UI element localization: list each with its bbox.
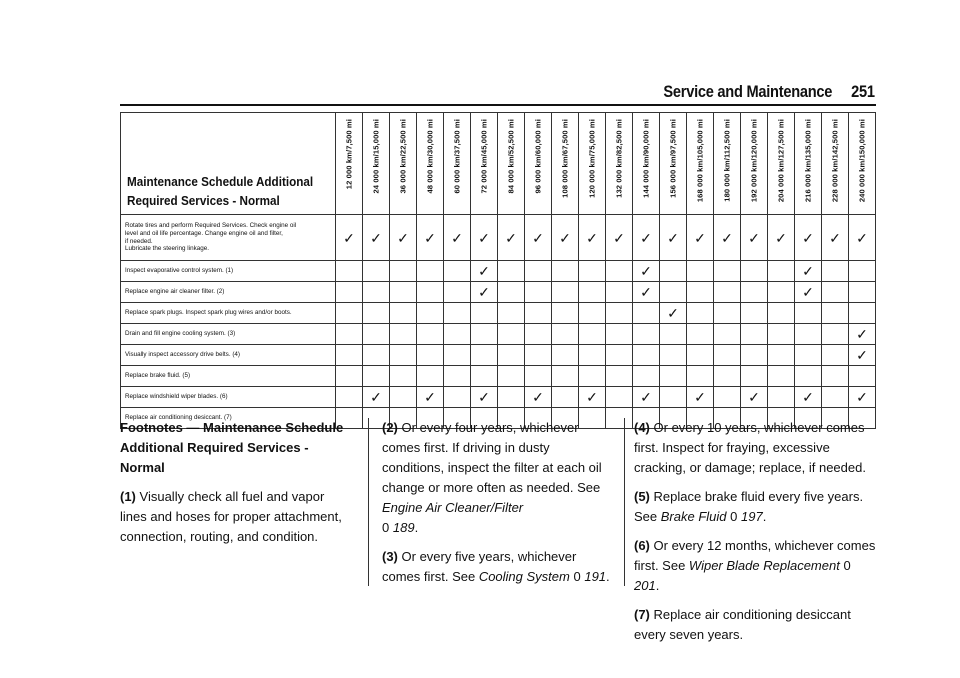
interval-label: 72 000 km/45,000 mi <box>479 119 489 194</box>
check-mark-icon: ✓ <box>849 345 876 366</box>
table-header-row <box>121 113 876 215</box>
empty-cell <box>687 261 714 282</box>
empty-cell <box>768 366 795 387</box>
table-title-line1: Maintenance Schedule Additional <box>127 174 314 189</box>
check-mark-icon: ✓ <box>417 215 444 261</box>
empty-cell <box>444 324 471 345</box>
empty-cell <box>687 324 714 345</box>
empty-cell <box>795 324 822 345</box>
table-row <box>121 387 876 408</box>
interval-header <box>633 113 660 215</box>
empty-cell <box>579 303 606 324</box>
empty-cell <box>579 345 606 366</box>
check-mark-icon: ✓ <box>660 215 687 261</box>
check-mark-icon: ✓ <box>498 215 525 261</box>
empty-cell <box>552 303 579 324</box>
interval-label: 48 000 km/30,000 mi <box>425 119 435 194</box>
interval-header <box>471 113 498 215</box>
empty-cell <box>525 324 552 345</box>
empty-cell <box>552 387 579 408</box>
table-title <box>121 113 336 215</box>
empty-cell <box>471 303 498 324</box>
empty-cell <box>687 282 714 303</box>
table-row <box>121 261 876 282</box>
interval-label: 36 000 km/22,500 mi <box>398 119 408 194</box>
empty-cell <box>471 324 498 345</box>
empty-cell <box>390 282 417 303</box>
empty-cell <box>822 345 849 366</box>
empty-cell <box>498 345 525 366</box>
empty-cell <box>660 366 687 387</box>
interval-header <box>768 113 795 215</box>
check-mark-icon: ✓ <box>633 387 660 408</box>
interval-header <box>606 113 633 215</box>
check-mark-icon: ✓ <box>822 215 849 261</box>
footnote-5: (5) Replace brake fluid every five years. See Brake Fluid 0 197. <box>634 489 864 524</box>
interval-header <box>498 113 525 215</box>
service-description: Visually inspect accessory drive belts. (4) <box>121 345 336 366</box>
interval-label: 108 000 km/67,500 mi <box>560 119 570 198</box>
empty-cell <box>390 324 417 345</box>
empty-cell <box>633 345 660 366</box>
empty-cell <box>444 282 471 303</box>
empty-cell <box>633 366 660 387</box>
check-mark-icon: ✓ <box>741 215 768 261</box>
empty-cell <box>768 345 795 366</box>
section-title: Service and Maintenance <box>663 82 833 101</box>
check-mark-icon: ✓ <box>444 215 471 261</box>
check-mark-icon: ✓ <box>606 215 633 261</box>
check-mark-icon: ✓ <box>525 387 552 408</box>
interval-header <box>741 113 768 215</box>
interval-label: 120 000 km/75,000 mi <box>587 119 597 198</box>
ref-link[interactable]: Cooling System <box>478 569 570 584</box>
empty-cell <box>714 345 741 366</box>
empty-cell <box>849 366 876 387</box>
empty-cell <box>417 366 444 387</box>
empty-cell <box>498 387 525 408</box>
column-divider <box>624 418 625 586</box>
empty-cell <box>579 366 606 387</box>
maintenance-schedule-table <box>120 112 876 429</box>
empty-cell <box>795 345 822 366</box>
interval-label: 96 000 km/60,000 mi <box>533 119 543 194</box>
empty-cell <box>390 366 417 387</box>
page-ref-icon: 0 <box>382 520 390 535</box>
interval-label: 12 000 km/7,500 mi <box>344 119 354 190</box>
empty-cell <box>606 324 633 345</box>
check-mark-icon: ✓ <box>849 215 876 261</box>
empty-cell <box>525 303 552 324</box>
check-mark-icon: ✓ <box>579 387 606 408</box>
empty-cell <box>525 345 552 366</box>
empty-cell <box>552 261 579 282</box>
check-mark-icon: ✓ <box>390 215 417 261</box>
footnote-3: (3) Or every five years, whichever comes first. See Cooling System 0 191. <box>382 549 610 584</box>
check-mark-icon: ✓ <box>633 215 660 261</box>
empty-cell <box>741 366 768 387</box>
empty-cell <box>363 324 390 345</box>
empty-cell <box>822 387 849 408</box>
empty-cell <box>390 387 417 408</box>
empty-cell <box>552 324 579 345</box>
footnote-4: (4) Or every 10 years, whichever comes first. Inspect for fraying, excessive cracking, or damage; replace, if needed. <box>634 420 866 475</box>
empty-cell <box>525 366 552 387</box>
empty-cell <box>579 324 606 345</box>
empty-cell <box>525 261 552 282</box>
service-description: Drain and fill engine cooling system. (3) <box>121 324 336 345</box>
empty-cell <box>552 366 579 387</box>
interval-header <box>795 113 822 215</box>
empty-cell <box>633 324 660 345</box>
interval-label: 240 000 km/150,000 mi <box>857 119 867 203</box>
check-mark-icon: ✓ <box>714 215 741 261</box>
empty-cell <box>822 303 849 324</box>
empty-cell <box>606 303 633 324</box>
empty-cell <box>552 282 579 303</box>
page-ref-icon: 0 <box>573 569 581 584</box>
empty-cell <box>444 387 471 408</box>
check-mark-icon: ✓ <box>687 387 714 408</box>
check-mark-icon: ✓ <box>768 215 795 261</box>
check-mark-icon: ✓ <box>795 387 822 408</box>
service-description: Replace brake fluid. (5) <box>121 366 336 387</box>
empty-cell <box>363 282 390 303</box>
page-header <box>664 82 875 102</box>
page-number: 251 <box>851 82 875 101</box>
footnotes-col-2 <box>382 418 610 596</box>
interval-label: 156 000 km/97,500 mi <box>668 119 678 198</box>
interval-header <box>363 113 390 215</box>
check-mark-icon: ✓ <box>471 387 498 408</box>
check-mark-icon: ✓ <box>633 261 660 282</box>
check-mark-icon: ✓ <box>363 215 390 261</box>
empty-cell <box>444 345 471 366</box>
service-description: Replace engine air cleaner filter. (2) <box>121 282 336 303</box>
empty-cell <box>498 282 525 303</box>
empty-cell <box>606 387 633 408</box>
empty-cell <box>525 282 552 303</box>
check-mark-icon: ✓ <box>552 215 579 261</box>
empty-cell <box>660 324 687 345</box>
empty-cell <box>417 324 444 345</box>
interval-label: 228 000 km/142,500 mi <box>830 119 840 203</box>
empty-cell <box>444 261 471 282</box>
empty-cell <box>714 387 741 408</box>
service-description: Replace windshield wiper blades. (6) <box>121 387 336 408</box>
empty-cell <box>498 366 525 387</box>
empty-cell <box>336 366 363 387</box>
check-mark-icon: ✓ <box>363 387 390 408</box>
interval-label: 204 000 km/127,500 mi <box>776 119 786 203</box>
check-mark-icon: ✓ <box>336 215 363 261</box>
interval-label: 60 000 km/37,500 mi <box>452 119 462 194</box>
table-row <box>121 366 876 387</box>
empty-cell <box>606 261 633 282</box>
check-mark-icon: ✓ <box>795 282 822 303</box>
ref-link[interactable]: Engine Air Cleaner/Filter <box>382 500 524 515</box>
interval-header <box>822 113 849 215</box>
page-ref-icon: 0 <box>730 509 738 524</box>
empty-cell <box>606 282 633 303</box>
check-mark-icon: ✓ <box>795 215 822 261</box>
empty-cell <box>660 282 687 303</box>
interval-header <box>714 113 741 215</box>
empty-cell <box>660 387 687 408</box>
empty-cell <box>606 345 633 366</box>
footnote-6: (6) Or every 12 months, whichever comes first. See Wiper Blade Replacement 0 201. <box>634 538 876 593</box>
interval-label: 24 000 km/15,000 mi <box>371 119 381 194</box>
check-mark-icon: ✓ <box>795 261 822 282</box>
empty-cell <box>714 282 741 303</box>
ref-link[interactable]: Brake Fluid <box>660 509 727 524</box>
empty-cell <box>444 366 471 387</box>
interval-header <box>579 113 606 215</box>
interval-label: 192 000 km/120,000 mi <box>749 119 759 203</box>
interval-header <box>525 113 552 215</box>
footnotes-col-1 <box>120 418 348 556</box>
interval-header <box>417 113 444 215</box>
empty-cell <box>687 366 714 387</box>
check-mark-icon: ✓ <box>849 387 876 408</box>
interval-label: 144 000 km/90,000 mi <box>641 119 651 198</box>
footnote-7: (7) Replace air conditioning desiccant every seven years. <box>634 607 851 642</box>
empty-cell <box>822 324 849 345</box>
empty-cell <box>849 282 876 303</box>
empty-cell <box>714 261 741 282</box>
empty-cell <box>768 324 795 345</box>
header-rule <box>120 104 876 106</box>
interval-header <box>390 113 417 215</box>
empty-cell <box>498 261 525 282</box>
interval-header <box>687 113 714 215</box>
empty-cell <box>849 303 876 324</box>
ref-link[interactable]: Wiper Blade Replacement <box>688 558 840 573</box>
empty-cell <box>768 261 795 282</box>
empty-cell <box>741 303 768 324</box>
table-row <box>121 215 876 261</box>
empty-cell <box>417 261 444 282</box>
service-description: Rotate tires and perform Required Services. Check engine oil level and oil life percentage. Change engine oil and filter, if needed. Lubricate the steering linkage. <box>121 215 336 261</box>
table-title-line2: Required Services - Normal <box>127 193 280 208</box>
service-description: Replace air conditioning desiccant. (7) <box>121 408 336 429</box>
empty-cell <box>741 261 768 282</box>
empty-cell <box>741 345 768 366</box>
empty-cell <box>336 324 363 345</box>
footnotes-title: Footnotes — Maintenance Schedule Additional Required Services - Normal <box>120 420 344 475</box>
interval-header <box>660 113 687 215</box>
table-row <box>121 345 876 366</box>
interval-label: 216 000 km/135,000 mi <box>803 119 813 203</box>
check-mark-icon: ✓ <box>687 215 714 261</box>
page-ref-icon: 0 <box>843 558 851 573</box>
empty-cell <box>849 261 876 282</box>
interval-header <box>552 113 579 215</box>
empty-cell <box>768 303 795 324</box>
footnotes-col-3 <box>634 418 878 654</box>
empty-cell <box>660 345 687 366</box>
column-divider <box>368 418 369 586</box>
empty-cell <box>363 345 390 366</box>
empty-cell <box>795 303 822 324</box>
check-mark-icon: ✓ <box>579 215 606 261</box>
check-mark-icon: ✓ <box>525 215 552 261</box>
interval-label: 132 000 km/82,500 mi <box>614 119 624 198</box>
empty-cell <box>606 366 633 387</box>
check-mark-icon: ✓ <box>471 282 498 303</box>
empty-cell <box>390 261 417 282</box>
empty-cell <box>336 387 363 408</box>
empty-cell <box>741 282 768 303</box>
empty-cell <box>633 303 660 324</box>
service-description: Inspect evaporative control system. (1) <box>121 261 336 282</box>
empty-cell <box>336 282 363 303</box>
empty-cell <box>579 261 606 282</box>
service-description: Replace spark plugs. Inspect spark plug wires and/or boots. <box>121 303 336 324</box>
empty-cell <box>471 366 498 387</box>
empty-cell <box>687 303 714 324</box>
empty-cell <box>498 324 525 345</box>
empty-cell <box>768 282 795 303</box>
interval-header <box>849 113 876 215</box>
empty-cell <box>417 282 444 303</box>
interval-label: 84 000 km/52,500 mi <box>506 119 516 194</box>
empty-cell <box>768 387 795 408</box>
footnote-2: (2) Or every four years, whichever comes first. If driving in dusty conditions, inspect the filter at each oil change or more often as needed. See Engine Air Cleaner/Filter 0 189. <box>382 420 602 535</box>
check-mark-icon: ✓ <box>633 282 660 303</box>
empty-cell <box>390 303 417 324</box>
empty-cell <box>336 303 363 324</box>
interval-label: 180 000 km/112,500 mi <box>722 119 732 202</box>
empty-cell <box>822 282 849 303</box>
table-row <box>121 282 876 303</box>
empty-cell <box>660 261 687 282</box>
empty-cell <box>417 345 444 366</box>
check-mark-icon: ✓ <box>471 261 498 282</box>
empty-cell <box>363 303 390 324</box>
table-row <box>121 324 876 345</box>
interval-header <box>444 113 471 215</box>
empty-cell <box>822 261 849 282</box>
check-mark-icon: ✓ <box>660 303 687 324</box>
empty-cell <box>822 366 849 387</box>
interval-header <box>336 113 363 215</box>
empty-cell <box>363 261 390 282</box>
empty-cell <box>741 324 768 345</box>
empty-cell <box>714 303 741 324</box>
empty-cell <box>498 303 525 324</box>
check-mark-icon: ✓ <box>741 387 768 408</box>
empty-cell <box>417 303 444 324</box>
footnote-1: (1) Visually check all fuel and vapor lines and hoses for proper attachment, connection, routing, and condition. <box>120 489 342 544</box>
empty-cell <box>552 345 579 366</box>
empty-cell <box>714 366 741 387</box>
empty-cell <box>714 324 741 345</box>
empty-cell <box>336 345 363 366</box>
empty-cell <box>795 366 822 387</box>
empty-cell <box>390 345 417 366</box>
empty-cell <box>687 345 714 366</box>
table-row <box>121 303 876 324</box>
interval-label: 168 000 km/105,000 mi <box>695 119 705 203</box>
empty-cell <box>363 366 390 387</box>
empty-cell <box>444 303 471 324</box>
check-mark-icon: ✓ <box>471 215 498 261</box>
check-mark-icon: ✓ <box>417 387 444 408</box>
empty-cell <box>471 345 498 366</box>
empty-cell <box>336 261 363 282</box>
check-mark-icon: ✓ <box>849 324 876 345</box>
empty-cell <box>579 282 606 303</box>
